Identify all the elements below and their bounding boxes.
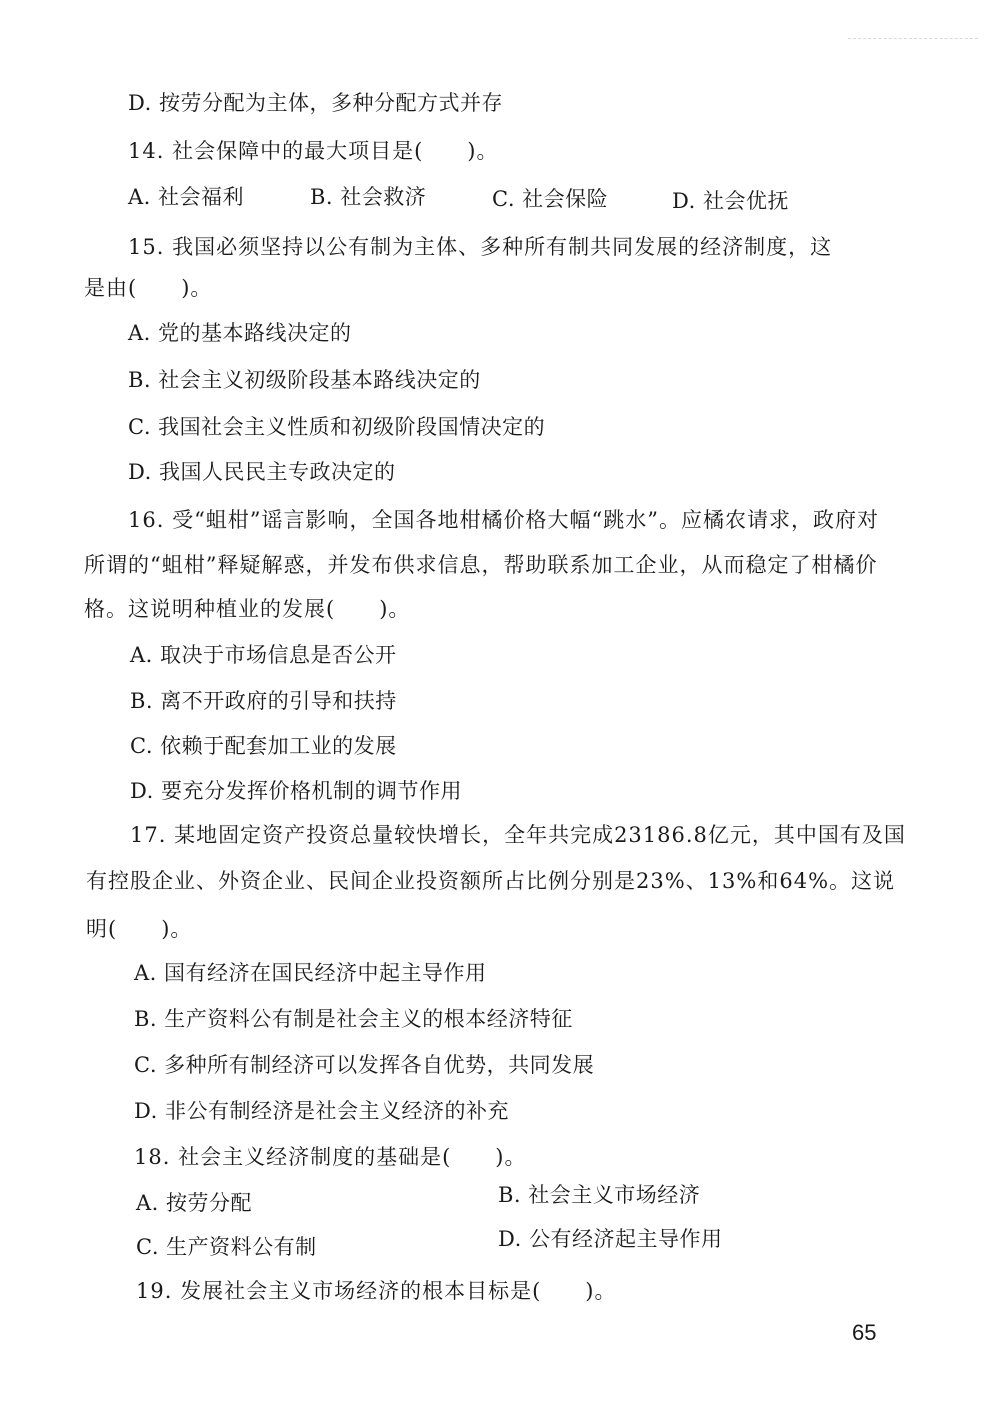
q18-option-a: A. 按劳分配	[136, 1191, 253, 1215]
q17-stem-line2: 有控股企业、外资企业、民间企业投资额所占比例分别是23%、13%和64%。这说	[86, 869, 896, 893]
q15-option-d: D. 我国人民民主专政决定的	[128, 460, 396, 484]
prev-question-option-d: D. 按劳分配为主体，多种分配方式并存	[128, 91, 503, 115]
q14-option-c: C. 社会保险	[492, 187, 609, 211]
q14-option-b: B. 社会救济	[310, 185, 427, 209]
q17-option-b: B. 生产资料公有制是社会主义的根本经济特征	[134, 1007, 573, 1031]
q16-option-a: A. 取决于市场信息是否公开	[130, 643, 397, 667]
q17-option-c: C. 多种所有制经济可以发挥各自优势，共同发展	[134, 1053, 595, 1077]
q16-stem-line2: 所谓的“蛆柑”释疑解惑，并发布供求信息，帮助联系加工企业，从而稳定了柑橘价	[84, 553, 878, 577]
q16-option-c: C. 依赖于配套加工业的发展	[130, 734, 397, 758]
q14-option-a: A. 社会福利	[128, 185, 245, 209]
q18-option-c: C. 生产资料公有制	[136, 1235, 317, 1259]
q17-option-a: A. 国有经济在国民经济中起主导作用	[134, 961, 487, 985]
q15-stem-line1: 15. 我国必须坚持以公有制为主体、多种所有制共同发展的经济制度，这	[128, 235, 833, 259]
q15-option-c: C. 我国社会主义性质和初级阶段国情决定的	[128, 415, 546, 439]
q14-option-d: D. 社会优抚	[672, 189, 789, 213]
q16-option-b: B. 离不开政府的引导和扶持	[130, 689, 397, 713]
q15-option-a: A. 党的基本路线决定的	[128, 321, 352, 345]
q17-stem-line1: 17. 某地固定资产投资总量较快增长，全年共完成23186.8亿元，其中国有及国	[130, 823, 906, 847]
page-number: 65	[852, 1320, 877, 1345]
q15-option-b: B. 社会主义初级阶段基本路线决定的	[128, 368, 481, 392]
q18-option-d: D. 公有经济起主导作用	[498, 1227, 723, 1251]
q17-option-d: D. 非公有制经济是社会主义经济的补充	[134, 1099, 509, 1123]
q14-stem: 14. 社会保障中的最大项目是( )。	[128, 139, 499, 163]
q15-stem-line2: 是由( )。	[84, 276, 213, 300]
q18-stem: 18. 社会主义经济制度的基础是( )。	[134, 1145, 527, 1169]
q18-option-b: B. 社会主义市场经济	[498, 1183, 701, 1207]
q16-option-d: D. 要充分发挥价格机制的调节作用	[130, 779, 462, 803]
q17-stem-line3: 明( )。	[86, 917, 193, 941]
q16-stem-line3: 格。这说明种植业的发展( )。	[84, 597, 411, 621]
q19-stem: 19. 发展社会主义市场经济的根本目标是( )。	[136, 1279, 617, 1303]
q16-stem-line1: 16. 受“蛆柑”谣言影响，全国各地柑橘价格大幅“跳水”。应橘农请求，政府对	[128, 508, 880, 532]
scan-artifact	[848, 38, 978, 41]
